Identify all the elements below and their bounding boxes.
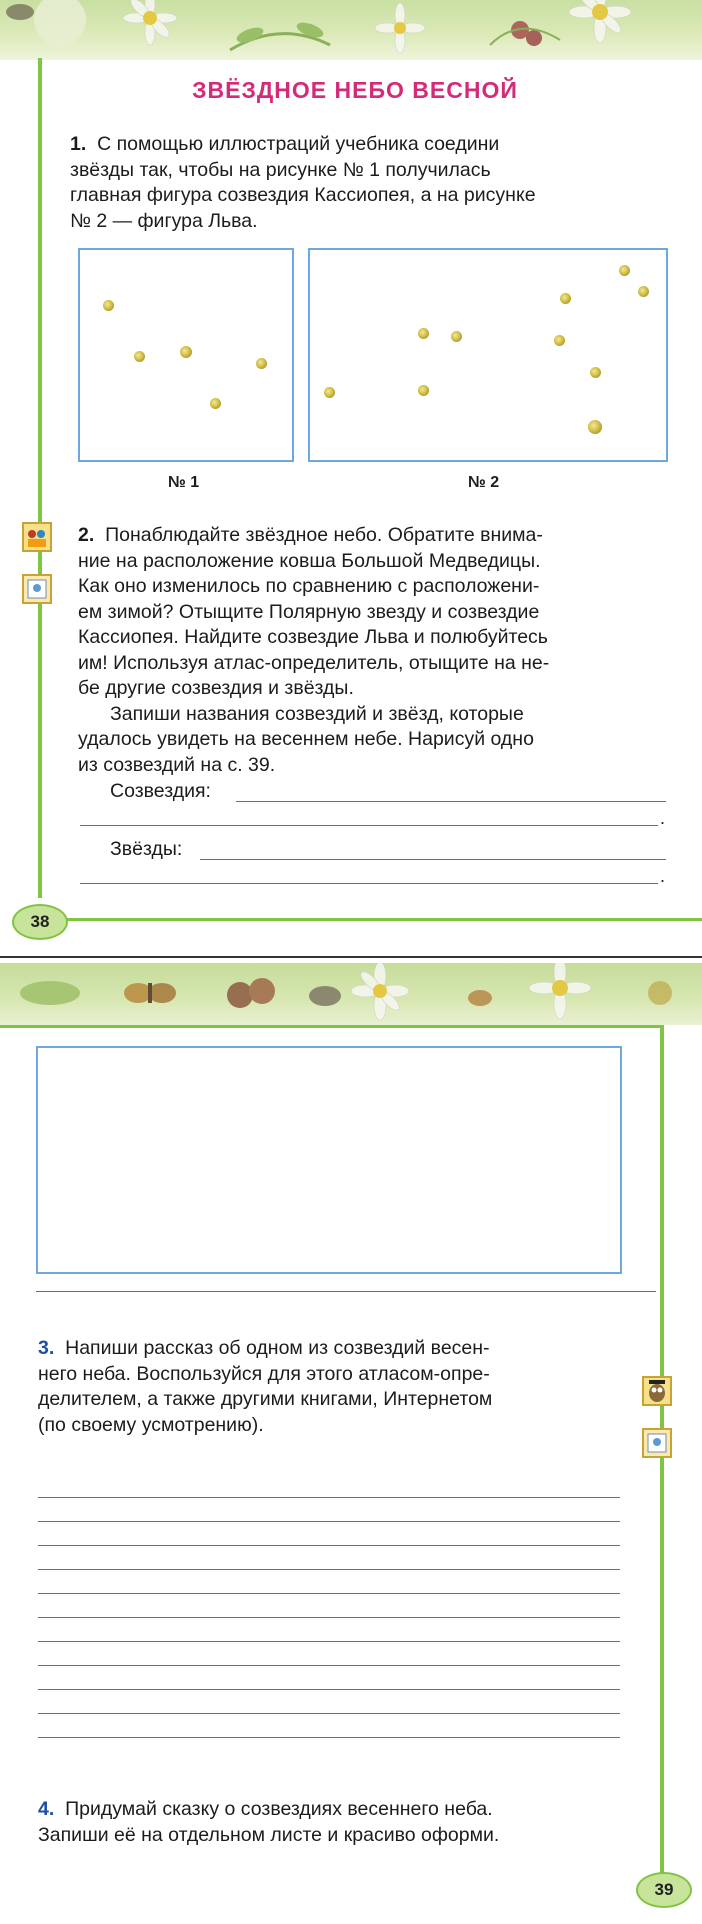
star-dot <box>180 346 192 358</box>
task-2-line: им! Используя атлас-определитель, отыщите на не- <box>78 651 550 674</box>
separator-line <box>36 1291 656 1292</box>
top-line <box>0 1025 662 1028</box>
task-1-line: звёзды так, чтобы на рисунке № 1 получилась <box>70 158 491 181</box>
task-2-line: Как оно изменилось по сравнению с расположени- <box>78 575 540 597</box>
star-dot <box>451 331 462 342</box>
star-dot <box>560 293 571 304</box>
children-icon <box>22 522 52 552</box>
task-3-line: делителем, а также другими книгами, Интернетом <box>38 1388 493 1410</box>
task-2-line: удалось увидеть на весеннем небе. Нарисуй одно <box>78 728 534 750</box>
task-1-text <box>70 132 670 234</box>
task-2-line: Кассиопея. Найдите созвездие Льва и полюбуйтесь <box>78 626 548 648</box>
star-dot <box>638 286 649 297</box>
line-end-period: . <box>660 866 666 886</box>
task-2-text <box>78 523 670 778</box>
floral-decoration <box>0 963 702 1025</box>
stars-answer-line-2[interactable] <box>80 883 658 884</box>
star-dot <box>103 300 114 311</box>
writing-line[interactable] <box>38 1569 620 1570</box>
margin-line <box>38 58 42 898</box>
task-4-line: Запиши её на отдельном листе и красиво оформи. <box>38 1823 500 1846</box>
book-icon <box>642 1428 672 1458</box>
writing-line[interactable] <box>38 1617 620 1618</box>
header-banner <box>0 963 702 1025</box>
task-2-line: Запиши названия созвездий и звёзд, которые <box>110 702 524 725</box>
task-2-line: из созвездий на с. 39. <box>78 753 276 776</box>
constellations-label: Созвездия: <box>110 780 211 802</box>
floral-decoration <box>0 0 702 60</box>
task-4-text <box>38 1797 620 1848</box>
constellations-answer-line-2[interactable] <box>80 825 658 826</box>
drawing-box-1[interactable] <box>78 248 294 462</box>
bottom-line <box>38 918 702 921</box>
task-3-line: Напиши рассказ об одном из созвездий весен- <box>65 1337 490 1359</box>
task-4-number: 4. <box>38 1798 55 1820</box>
star-dot <box>619 265 630 276</box>
task-1-number: 1. <box>70 133 87 155</box>
writing-line[interactable] <box>38 1545 620 1546</box>
star-dot <box>134 351 145 362</box>
writing-line[interactable] <box>38 1593 620 1594</box>
task-2-line: Понаблюдайте звёздное небо. Обратите внима- <box>105 524 543 546</box>
writing-line[interactable] <box>38 1713 620 1714</box>
star-dot <box>210 398 221 409</box>
figure-caption-2: № 2 <box>468 474 500 491</box>
star-dot <box>324 387 335 398</box>
drawing-box-2[interactable] <box>308 248 668 462</box>
line-end-period: . <box>660 808 666 828</box>
owl-icon <box>642 1376 672 1406</box>
writing-line[interactable] <box>38 1665 620 1666</box>
task-4-line: Придумай сказку о созвездиях весеннего неба. <box>65 1798 493 1820</box>
writing-line[interactable] <box>38 1521 620 1522</box>
page-number: 39 <box>636 1872 692 1908</box>
stars-answer-line[interactable] <box>200 859 666 860</box>
task-1-line: главная фигура созвездия Кассиопея, а на рисунке <box>70 184 536 206</box>
task-3-line: него неба. Воспользуйся для этого атласом-опре- <box>38 1362 490 1385</box>
writing-line[interactable] <box>38 1689 620 1690</box>
task-2-line: ем зимой? Отыщите Полярную звезду и созвездие <box>78 600 540 623</box>
star-dot <box>588 420 602 434</box>
figure-caption-1: № 1 <box>168 474 200 491</box>
task-1-line: С помощью иллюстраций учебника соедини <box>97 133 500 155</box>
task-3-number: 3. <box>38 1337 55 1359</box>
drawing-area[interactable] <box>36 1046 622 1274</box>
page-title: ЗВЁЗДНОЕ НЕБО ВЕСНОЙ <box>192 77 518 103</box>
page-39 <box>0 958 702 1924</box>
writing-line[interactable] <box>38 1497 620 1498</box>
writing-line[interactable] <box>38 1737 620 1738</box>
header-banner <box>0 0 702 60</box>
stars-label: Звёзды: <box>110 838 183 860</box>
task-3-line: (по своему усмотрению). <box>38 1413 264 1436</box>
star-dot <box>590 367 601 378</box>
star-dot <box>554 335 565 346</box>
task-3-text <box>38 1336 620 1438</box>
page-38 <box>0 0 702 958</box>
star-dot <box>256 358 267 369</box>
constellations-answer-line[interactable] <box>236 801 666 802</box>
task-2-number: 2. <box>78 524 95 546</box>
task-1-line: № 2 — фигура Льва. <box>70 209 258 232</box>
page-number: 38 <box>12 904 68 940</box>
task-2-line: бе другие созвездия и звёзды. <box>78 677 354 699</box>
star-dot <box>418 328 429 339</box>
task-2-line: ние на расположение ковша Большой Медведицы. <box>78 549 541 572</box>
book-icon <box>22 574 52 604</box>
star-dot <box>418 385 429 396</box>
writing-line[interactable] <box>38 1641 620 1642</box>
